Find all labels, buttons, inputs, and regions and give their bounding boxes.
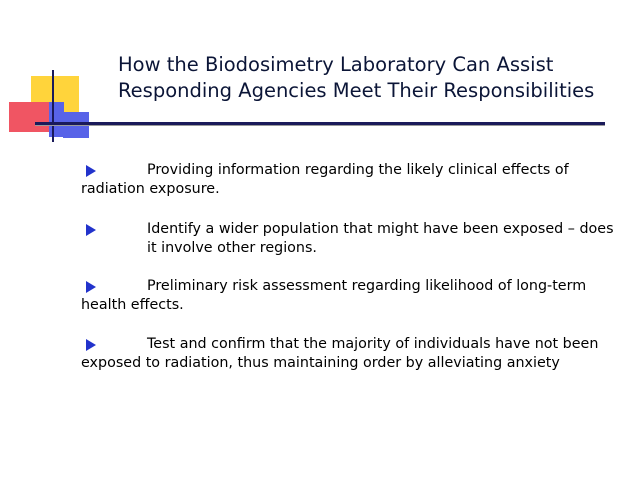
bullet-item: [83, 220, 623, 258]
bullet-item: [83, 277, 623, 315]
triangle-right-icon: [86, 339, 96, 351]
slide-title-line-1: How the Biodosimetry Laboratory Can Assist: [118, 53, 554, 76]
triangle-right-icon: [86, 165, 96, 177]
bullet-text: Preliminary risk assessment regarding likelihood of long-term health effects.: [81, 278, 587, 313]
decorative-squares-logo: [0, 0, 110, 150]
slide-title: [118, 52, 618, 104]
bullet-text: Identify a wider population that might have been exposed – does it involve other regions.: [147, 221, 614, 256]
title-underline: [35, 122, 605, 125]
bullet-item: [83, 161, 623, 199]
bullet-text: Test and confirm that the majority of individuals have not been exposed to radiation, thus maintaining order by alleviating anxiety: [81, 336, 599, 371]
slide-title-line-2: Responding Agencies Meet Their Responsibilities: [118, 79, 595, 102]
red-square: [9, 102, 49, 132]
triangle-right-icon: [86, 224, 96, 236]
bullet-text: Providing information regarding the likely clinical effects of radiation exposure.: [81, 162, 569, 197]
bullet-item: [83, 335, 623, 373]
logo-vertical-line: [52, 70, 54, 142]
triangle-right-icon: [86, 281, 96, 293]
